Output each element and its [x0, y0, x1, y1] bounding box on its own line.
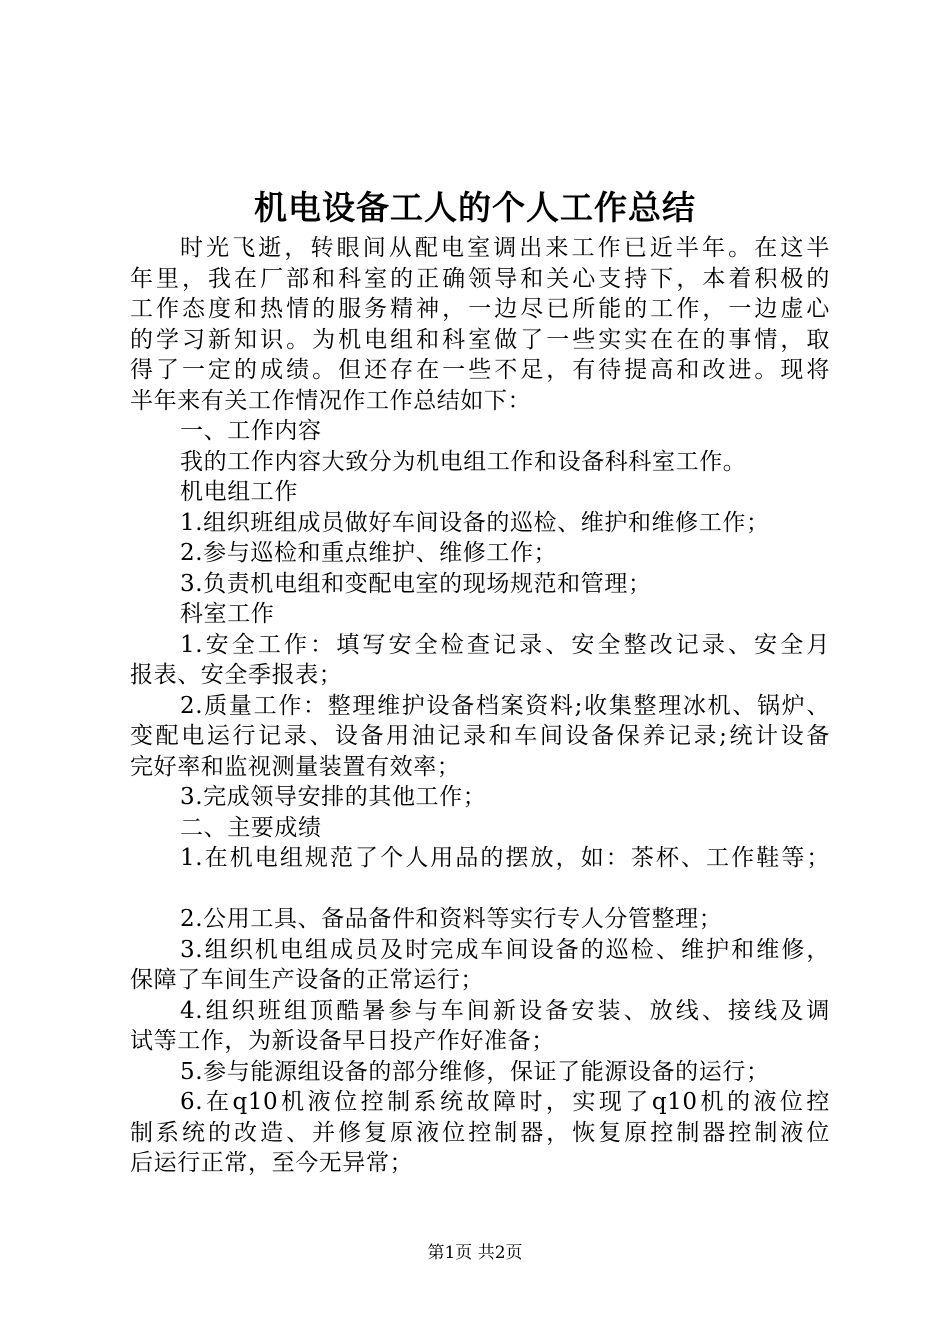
list-item-continuation: 保障了车间生产设备的正常运行； [130, 967, 484, 993]
list-item-continuation: 后运行正常，至今无异常； [130, 1150, 414, 1176]
page-number: 第1页 共2页 [427, 1243, 523, 1263]
list-item: 1.安全工作：填写安全检查记录、安全整改记录、安全月 [180, 631, 830, 658]
list-item: 4.组织班组顶酷暑参与车间新设备安装、放线、接线及调 [180, 997, 830, 1024]
paragraph-line: 时光飞逝，转眼间从配电室调出来工作已近半年。在这半 [180, 235, 830, 261]
subsection-heading: 科室工作 [180, 601, 275, 627]
paragraph-line: 半年来有关工作情况作工作总结如下： [130, 387, 532, 414]
paragraph-line: 工作态度和热情的服务精神，一边尽已所能的工作，一边虚心 [130, 296, 830, 322]
document-body [130, 233, 830, 1179]
section-heading: 二、主要成绩 [180, 814, 322, 841]
paragraph-line: 年里，我在厂部和科室的正确领导和关心支持下，本着积极的 [130, 265, 830, 292]
list-item-continuation: 变配电运行记录、设备用油记录和车间设备保养记录;统计设备 [130, 723, 830, 749]
list-item-continuation: 制系统的改造、并修复原液位控制器，恢复原控制器控制液位 [130, 1119, 830, 1146]
subsection-heading: 机电组工作 [180, 479, 298, 505]
section-heading: 一、工作内容 [180, 418, 322, 444]
blank-line [130, 874, 830, 905]
list-item-continuation: 报表、安全季报表； [130, 662, 343, 688]
paragraph-line: 得了一定的成绩。但还存在一些不足，有待提高和改进。现将 [130, 357, 830, 383]
list-item: 2.公用工具、备品备件和资料等实行专人分管整理； [180, 906, 723, 932]
list-item: 3.组织机电组成员及时完成车间设备的巡检、维护和维修， [180, 936, 830, 963]
list-item: 1.在机电组规范了个人用品的摆放，如：茶杯、工作鞋等； [180, 845, 830, 871]
list-item: 2.质量工作：整理维护设备档案资料;收集整理冰机、锅炉、 [180, 692, 830, 719]
paragraph-line: 我的工作内容大致分为机电组工作和设备科科室工作。 [180, 448, 747, 475]
list-item-continuation: 完好率和监视测量装置有效率； [130, 753, 461, 780]
paragraph-line: 的学习新知识。为机电组和科室做了一些实实在在的事情，取 [130, 326, 830, 353]
list-item-continuation: 试等工作，为新设备早日投产作好准备； [130, 1028, 555, 1054]
list-item: 6.在q10机液位控制系统故障时，实现了q10机的液位控 [180, 1089, 830, 1115]
list-item: 5.参与能源组设备的部分维修，保证了能源设备的运行； [180, 1058, 770, 1085]
document-title: 机电设备工人的个人工作总结 [254, 188, 696, 227]
list-item: 3.完成领导安排的其他工作； [180, 784, 487, 810]
list-item: 3.负责机电组和变配电室的现场规范和管理； [180, 570, 652, 597]
list-item: 2.参与巡检和重点维护、维修工作； [180, 540, 558, 566]
list-item: 1.组织班组成员做好车间设备的巡检、维护和维修工作； [180, 509, 770, 536]
